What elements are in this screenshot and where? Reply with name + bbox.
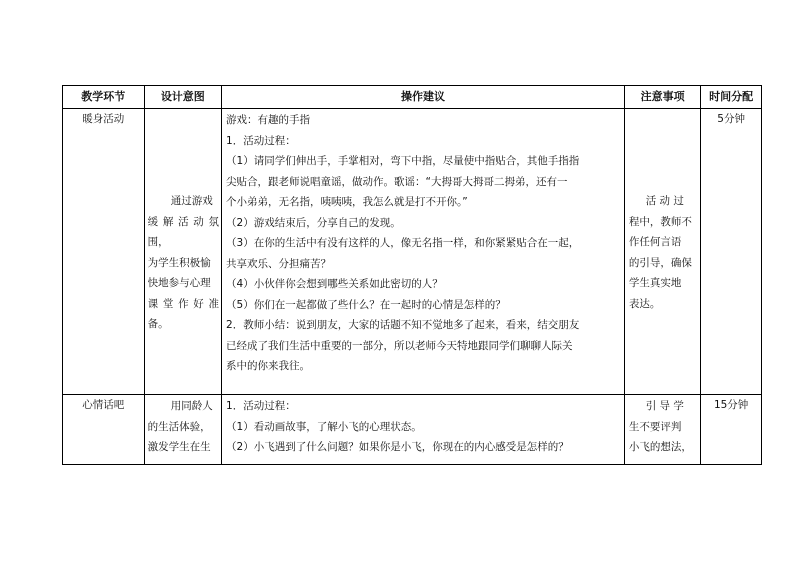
- suggestion-line: （4）小伙伴你会想到哪些关系如此密切的人？: [226, 278, 443, 290]
- stage-label: 心情话吧: [82, 399, 125, 411]
- header-intent: 设计意图: [144, 86, 221, 109]
- suggestion-line: （1）请同学们伸出手，手掌相对，弯下中指，尽量使中指贴合，其他手指指: [226, 155, 580, 167]
- notes-cell: [624, 109, 700, 395]
- suggestion-line: 游戏：有趣的手指: [226, 114, 311, 126]
- intent-line: 缓解活动氛围，: [147, 215, 220, 248]
- header-suggestion: 操作建议: [222, 86, 625, 109]
- notes-line: 小飞的想法，: [628, 441, 692, 453]
- suggestion-line: 尖贴合，跟老师说唱童谣，做动作。歌谣：“大拇哥大拇哥二拇弟，还有一: [226, 175, 568, 188]
- header-notes: 注意事项: [624, 86, 700, 109]
- suggestion-line: 共享欢乐、分担痛苦？: [226, 257, 332, 270]
- notes-line: 生不要评判: [628, 420, 682, 433]
- intent-line: 的生活体验，: [147, 420, 211, 433]
- intent-line: 为学生积极愉: [147, 256, 211, 269]
- suggestion-line: （3）在你的生活中有没有这样的人，像无名指一样，和你紧紧贴合在一起，: [226, 237, 580, 249]
- time-value: 15分钟: [713, 399, 749, 411]
- intent-line: 快地参与心理: [147, 277, 211, 289]
- intent-line: 激发学生在生: [147, 441, 211, 453]
- stage-cell: [63, 395, 145, 465]
- notes-line: 作任何言语: [628, 236, 682, 248]
- intent-line: 通过游戏: [170, 195, 213, 207]
- suggestion-line: 个小弟弟，无名指，咦咦咦，我怎么就是打不开你。”: [226, 196, 468, 208]
- intent-cell: [144, 395, 221, 465]
- header-stage: 教学环节: [63, 86, 145, 109]
- intent-line: 课堂作好准备。: [147, 297, 220, 330]
- header-time: 时间分配: [701, 86, 762, 109]
- notes-line: 程中，教师不: [628, 215, 692, 228]
- intent-line: 用同龄人: [170, 400, 213, 412]
- suggestion-cell: [222, 395, 625, 465]
- suggestion-line: （2）游戏结束后，分享自己的发现。: [226, 216, 401, 229]
- lesson-plan-table: [62, 85, 762, 465]
- suggestion-line: （2）小飞遇到了什么问题？如果你是小飞，你现在的内心感受是怎样的？: [226, 441, 569, 453]
- time-cell: [701, 395, 762, 465]
- table-row: [63, 395, 762, 465]
- suggestion-line: （1）看动画故事，了解小飞的心理状态。: [226, 420, 422, 433]
- table-header-row: [63, 86, 762, 109]
- notes-line: 学生真实地: [628, 277, 682, 289]
- time-cell: [701, 109, 762, 395]
- notes-line: 活 动 过: [645, 195, 684, 207]
- suggestion-line: （5）你们在一起都做了些什么？在一起时的心情是怎样的？: [226, 298, 506, 311]
- time-value: 5分钟: [717, 113, 745, 125]
- suggestion-line: 2．教师小结：说到朋友，大家的话题不知不觉地多了起来，看来，结交朋友: [226, 319, 580, 331]
- suggestion-line: 1．活动过程：: [226, 134, 296, 147]
- notes-cell: [624, 395, 700, 465]
- notes-line: 引 导 学: [645, 400, 684, 412]
- suggestion-line: 1．活动过程：: [226, 400, 296, 412]
- notes-line: 的引导，确保: [628, 256, 692, 269]
- suggestion-line: 系中的你来我往。: [226, 360, 311, 372]
- table-row: [63, 109, 762, 395]
- suggestion-cell: [222, 109, 625, 395]
- stage-cell: [63, 109, 145, 395]
- notes-line: 表达。: [628, 297, 661, 310]
- intent-cell: [144, 109, 221, 395]
- suggestion-line: 已经成了我们生活中重要的一部分，所以老师今天特地跟同学们聊聊人际关: [226, 339, 573, 352]
- stage-label: 暖身活动: [82, 113, 125, 125]
